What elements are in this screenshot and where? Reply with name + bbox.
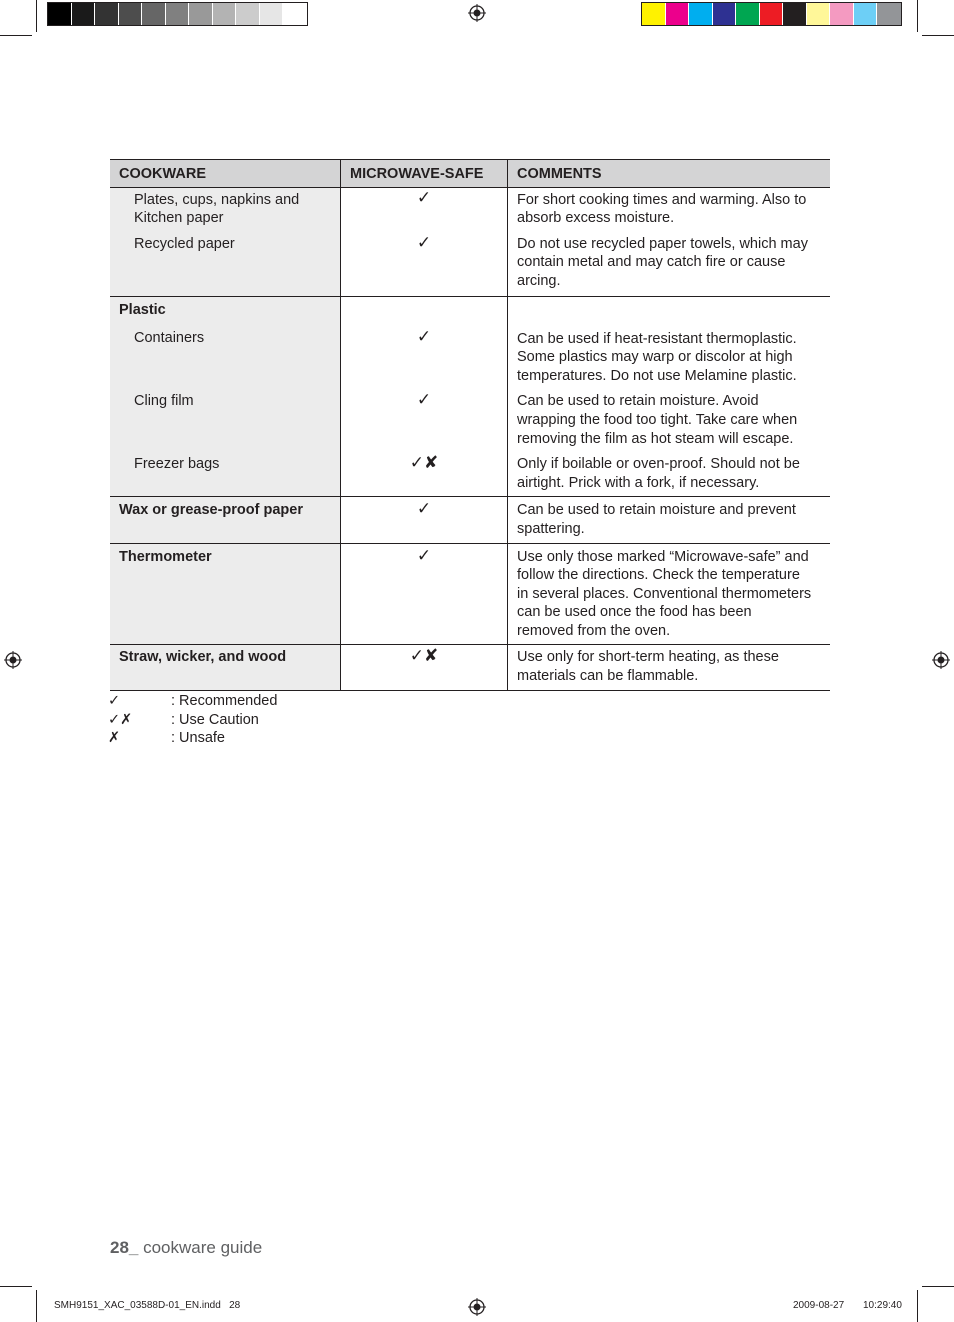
color-swatch [736, 3, 760, 25]
registration-mark-icon [4, 651, 22, 669]
color-swatch [854, 3, 878, 25]
cookware-group-title: Straw, wicker, and wood [119, 649, 287, 666]
color-swatch [830, 3, 854, 25]
color-swatch [807, 3, 831, 25]
comment-text: Only if boilable or oven-proof. Should not be airtight. Prick with a fork, if necessary. [517, 456, 800, 491]
cookware-group-title: Thermometer [119, 548, 212, 565]
color-swatch [642, 3, 666, 25]
legend-item [108, 729, 277, 748]
crop-mark [922, 35, 954, 36]
table-row [110, 645, 830, 690]
safety-mark: ✓ [416, 187, 432, 207]
color-swatch [48, 3, 72, 25]
legend-label: : Use Caution [171, 711, 259, 728]
legend-symbol: ✓✗ [108, 711, 133, 728]
color-swatch [689, 3, 713, 25]
legend-label: : Recommended [171, 693, 278, 709]
crop-mark [36, 1290, 37, 1322]
cookware-item: Plates, cups, napkins and Kitchen paper [134, 191, 300, 227]
page-footer-title [110, 1238, 262, 1258]
column-header-microwave-safe: MICROWAVE-SAFE [341, 160, 508, 188]
comment-text: For short cooking times and warming. Also to absorb excess moisture. [517, 191, 807, 227]
slug-file-name: SMH9151_XAC_03588D-01_EN.indd 28 [54, 1300, 241, 1311]
cookware-group-title: Plastic [119, 301, 166, 318]
cookware-item: Containers [134, 330, 205, 347]
color-swatch [260, 3, 284, 25]
table-row [110, 497, 830, 543]
registration-mark-icon [468, 1298, 486, 1316]
legend-symbol: ✗ [108, 730, 121, 747]
safety-mark: ✓ [416, 326, 432, 346]
comment-text: Use only those marked “Microwave-safe” and follow the directions. Check the temperature in several places. Conventional thermometers can be used once the food has been removed from the oven. [517, 548, 812, 639]
table-row [110, 543, 830, 645]
color-swatch [95, 3, 119, 25]
table-row [110, 448, 830, 497]
table-header-row [110, 160, 830, 188]
slug-time: 10:29:40 [863, 1300, 902, 1311]
crop-mark [917, 1290, 918, 1322]
column-header-comments: COMMENTS [508, 160, 831, 188]
section-name: cookware guide [138, 1238, 263, 1257]
cookware-item: Cling film [134, 393, 194, 410]
safety-mark: ✓ [416, 232, 432, 252]
comment-text: Can be used if heat-resistant thermoplastic. Some plastics may warp or discolor at high temperatures. Do not use Melamine plastic. [517, 330, 797, 384]
color-swatch [213, 3, 237, 25]
color-swatch [877, 3, 901, 25]
color-swatch [713, 3, 737, 25]
registration-mark-icon [932, 651, 950, 669]
crop-mark [922, 1286, 954, 1287]
safety-mark: ✓ [416, 545, 432, 565]
safety-mark: ✓ [416, 499, 432, 519]
table-row [110, 187, 830, 228]
slug-date: 2009-08-27 [793, 1300, 845, 1311]
color-swatch [166, 3, 190, 25]
safety-mark: ✓✘ [409, 646, 439, 666]
legend-item [108, 692, 277, 711]
color-swatch [666, 3, 690, 25]
column-header-cookware: COOKWARE [110, 160, 341, 188]
comment-text: Use only for short-term heating, as these materials can be flammable. [517, 649, 779, 685]
color-swatch [142, 3, 166, 25]
crop-mark [0, 1286, 32, 1287]
comment-text: Can be used to retain moisture and prevent spattering. [517, 502, 796, 537]
color-swatch [760, 3, 784, 25]
comment-text: Do not use recycled paper towels, which may contain metal and may catch fire or cause arcing. [517, 235, 808, 289]
color-swatch [283, 3, 307, 25]
color-swatch [119, 3, 143, 25]
legend-item [108, 711, 277, 730]
cookware-table [110, 159, 830, 691]
color-swatch [783, 3, 807, 25]
table-row [110, 385, 830, 448]
page-number: 28_ [110, 1238, 139, 1257]
crop-mark [36, 0, 37, 32]
table-row [110, 296, 830, 385]
safety-mark: ✓✘ [409, 453, 439, 473]
registration-mark-icon [468, 4, 486, 22]
grayscale-color-bar [47, 2, 308, 26]
comment-text: Can be used to retain moisture. Avoid wrapping the food too tight. Take care when removing the film as hot steam will escape. [517, 393, 798, 447]
process-color-bar [641, 2, 902, 26]
color-swatch [72, 3, 96, 25]
cookware-item: Freezer bags [134, 456, 220, 473]
crop-mark [917, 0, 918, 32]
table-row [110, 228, 830, 296]
legend-label: : Unsafe [171, 730, 225, 747]
safety-mark: ✓ [416, 390, 432, 410]
color-swatch [236, 3, 260, 25]
color-swatch [189, 3, 213, 25]
symbol-legend [108, 692, 277, 748]
cookware-item: Recycled paper [134, 235, 235, 252]
legend-symbol: ✓ [108, 693, 121, 709]
crop-mark [0, 35, 32, 36]
cookware-group-title: Wax or grease-proof paper [119, 502, 303, 519]
